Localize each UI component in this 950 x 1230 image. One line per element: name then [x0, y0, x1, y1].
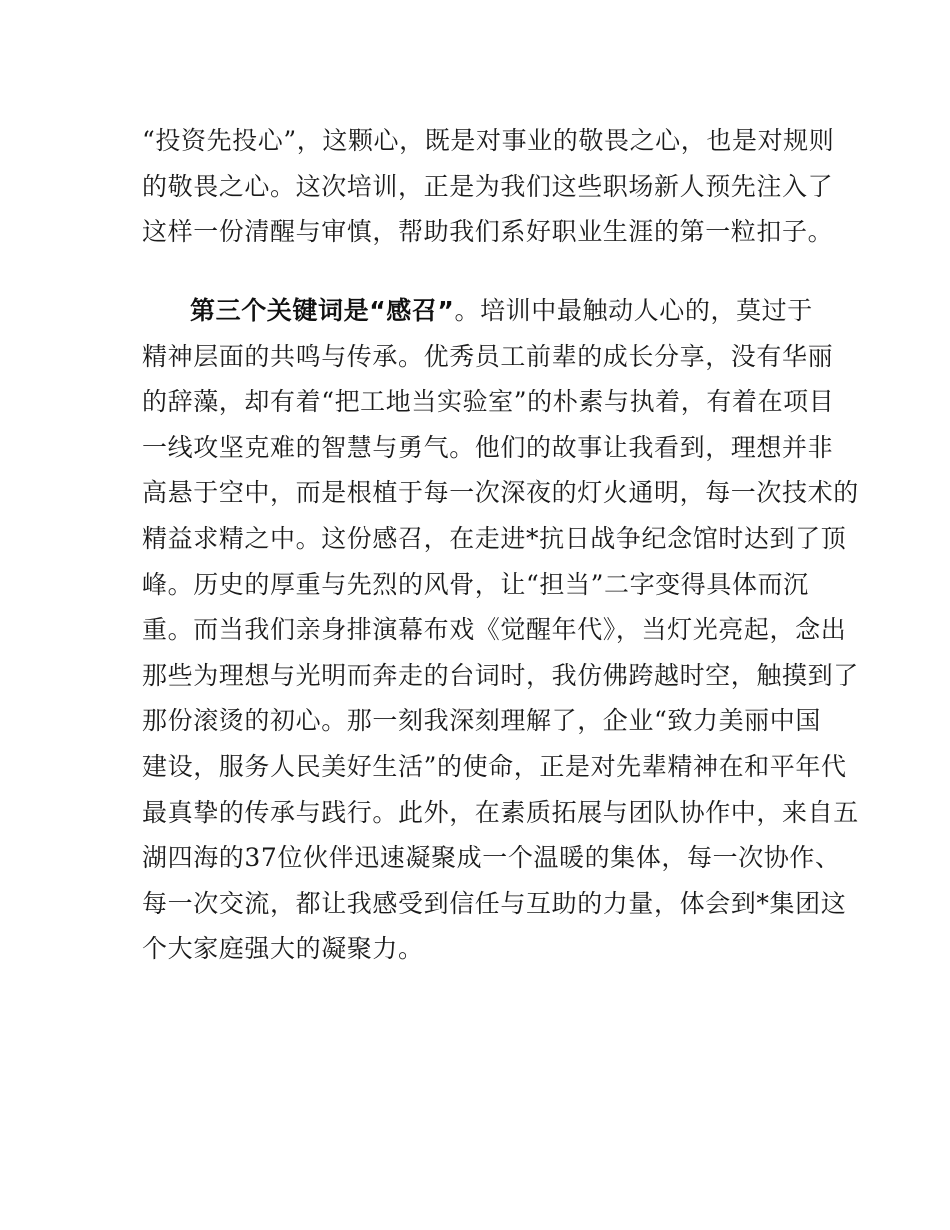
text-line: 的敬畏之心。这次培训，正是为我们这些职场新人预先注入了 — [142, 171, 834, 201]
text-line: 峰。历史的厚重与先烈的风骨，让“担当”二字变得具体而沉 — [142, 569, 809, 599]
text-line: 那份滚烫的初心。那一刻我深刻理解了，企业“致力美丽中国 — [142, 706, 821, 736]
text-line: 建设，服务人民美好生活”的使命，正是对先辈精神在和平年代 — [142, 751, 847, 781]
text-line: 这样一份清醒与审慎，帮助我们系好职业生涯的第一粒扣子。 — [142, 217, 834, 247]
text-line: 的辞藻，却有着“把工地当实验室”的朴素与执着，有着在项目 — [142, 387, 835, 417]
keyword-heading: 第三个关键词是“感召” — [190, 296, 455, 325]
paragraph-first-line — [142, 288, 814, 334]
text-line: 那些为理想与光明而奔走的台词时，我仿佛跨越时空，触摸到了 — [142, 660, 859, 690]
text-line: 精益求精之中。这份感召，在走进*抗日战争纪念馆时达到了顶 — [142, 523, 847, 553]
text-line: 个大家庭强大的凝聚力。 — [142, 934, 424, 964]
text-line: 每一次交流，都让我感受到信任与互助的力量，体会到*集团这 — [142, 888, 847, 918]
text-line: 精神层面的共鸣与传承。优秀员工前辈的成长分享，没有华丽 — [142, 341, 834, 371]
text-line: 一线攻坚克难的智慧与勇气。他们的故事让我看到，理想并非 — [142, 432, 834, 462]
paragraph-third-keyword — [142, 288, 859, 972]
first-line-text: 。培训中最触动人心的，莫过于 — [454, 296, 813, 325]
text-line: 最真挚的传承与践行。此外，在素质拓展与团队协作中，来自五 — [142, 797, 859, 827]
text-line: 湖四海的37位伙伴迅速凝聚成一个温暖的集体，每一次协作、 — [142, 843, 841, 873]
text-line: 高悬于空中，而是根植于每一次深夜的灯火通明，每一次技术的 — [142, 478, 859, 508]
paragraph-investment-heart — [142, 118, 835, 255]
text-line: 重。而当我们亲身排演幕布戏《觉醒年代》，当灯光亮起，念出 — [142, 615, 847, 645]
text-line: “投资先投心”，这颗心，既是对事业的敬畏之心，也是对规则 — [142, 126, 835, 155]
